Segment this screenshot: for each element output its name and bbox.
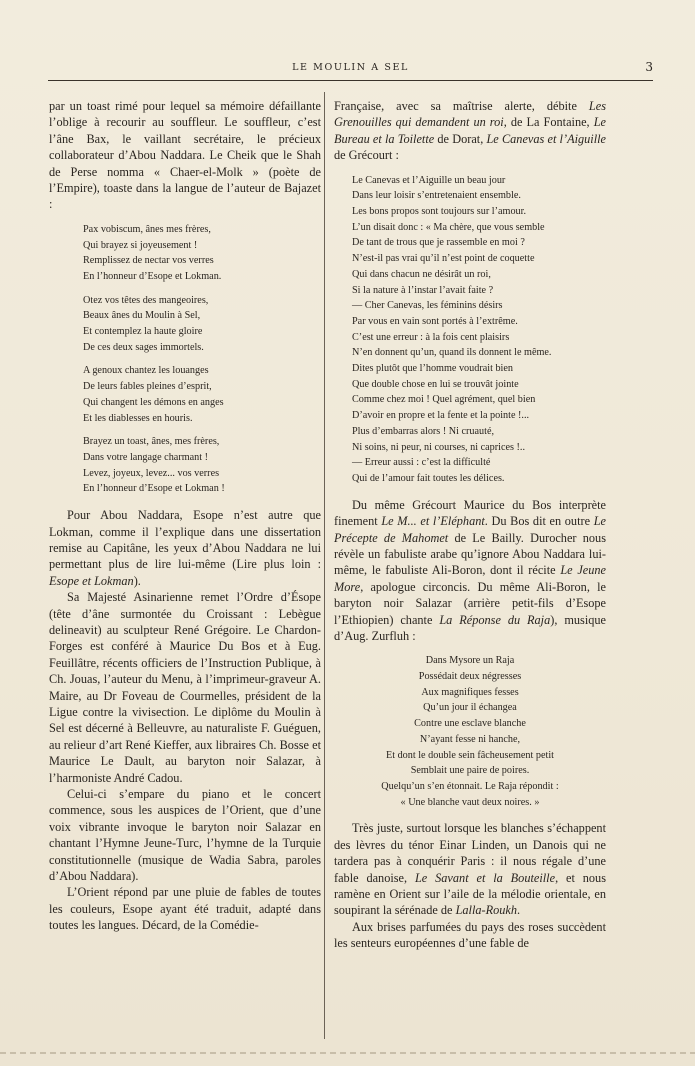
- poem-stanza: [83, 434, 321, 497]
- right-paragraph-1: Française, avec sa maîtrise alerte, débite Les Grenouilles qui demandent un roi, de La Fontaine, Le Bureau et la Toilette de Dorat, Le Canevas et l’Aiguille de Grécourt :: [334, 99, 607, 163]
- poem-line: En l’honneur d’Esope et Lokman !: [83, 483, 225, 495]
- poem-line: En l’honneur d’Esope et Lokman.: [83, 270, 222, 282]
- poem-line: Par vous en vain sont portés à l’extrême.: [352, 315, 518, 327]
- left-paragraph-5: L’Orient répond par une pluie de fables de toutes les couleurs, Esope ayant été traduit, adapté dans toutes les langues. Décard, de la Comédie-: [49, 885, 321, 933]
- poem-line: Beaux ânes du Moulin à Sel,: [83, 310, 201, 322]
- poem-line: Comme chez moi ! Quel agrément, quel bien: [352, 394, 536, 406]
- poem-line: N’est-il pas vrai qu’il n’est point de coquette: [352, 253, 535, 265]
- canevas-poem: [352, 173, 606, 487]
- poem-line: Dans votre langage charmant !: [83, 451, 209, 463]
- poem-line: Pax vobiscum, ânes mes frères,: [83, 223, 211, 235]
- poem-line: C’est une erreur : à la fois cent plaisirs: [352, 331, 510, 343]
- poem-line: Si la nature à l’instar l’avait faite ?: [352, 284, 494, 296]
- poem-line: Qui de l’amour fait toutes les délices.: [352, 472, 505, 484]
- left-paragraph-4: Celui-ci s’empare du piano et le concert commence, sous les auspices de l’Orient, que d’une voix vibrante invoque le baryton noir Salazar en chantant l’Hymne Jeune-Turc, l’hymne de la Turquie constitutionnelle (musique de Wadia Sabra, paroles d’Abou Naddara).: [49, 787, 321, 884]
- poem-line: Qui changent les démons en anges: [83, 396, 224, 408]
- right-paragraph-4: Aux brises parfumées du pays des roses succèdent les senteurs européennes d’une fable de: [334, 919, 606, 951]
- running-header: [48, 62, 653, 81]
- poem-line: « Une blanche vaut deux noires. »: [400, 796, 540, 808]
- poem-line: — Cher Canevas, les féminins désirs: [352, 300, 503, 312]
- poem-stanza: [83, 363, 321, 426]
- poem-line: Et contemplez la haute gloire: [83, 326, 203, 338]
- poem-line: Dites plutôt que l’homme voudrait bien: [352, 363, 513, 375]
- right-column: [334, 98, 606, 952]
- poem-line: Ni soins, ni peur, ni courses, ni caprices !..: [352, 441, 526, 453]
- left-paragraph-2: Pour Abou Naddara, Esope n’est autre que Lokman, comme il l’explique dans une dissertation remise au Capitâne, les yeux d’Abou Naddara ne lui permettant plus de lire lui-même (Lire plus loin : Esope et Lokman).: [49, 508, 321, 588]
- poem-line: Et les diablesses en houris.: [83, 412, 193, 424]
- poem-line: N’en donnent qu’un, quand ils donnent le même.: [352, 347, 552, 359]
- poem-line: N’ayant fesse ni hanche,: [419, 733, 521, 745]
- poem-line: Qui dans chacun ne désirât un roi,: [352, 268, 491, 280]
- poem-line: Qu’un jour il échangea: [423, 702, 517, 714]
- poem-line: Semblait une paire de poires.: [410, 765, 530, 777]
- title-esope-et-lokman: Esope et Lokman: [49, 573, 134, 588]
- poem-line: Quelqu’un s’en étonnait. Le Raja répondit :: [381, 780, 559, 792]
- poem-line: Que double chose en lui se trouvât jointe: [352, 378, 519, 390]
- poem-line: Contre une esclave blanche: [414, 718, 526, 730]
- page-number: 3: [645, 60, 653, 74]
- poem-line: Otez vos têtes des mangeoires,: [83, 294, 209, 306]
- poem-line: A genoux chantez les louanges: [83, 365, 209, 377]
- poem-line: De leurs fables pleines d’esprit,: [83, 381, 212, 393]
- poem-line: Plus d’embarras alors ! Ni cruauté,: [352, 425, 495, 437]
- poem-line: Possédait deux négresses: [418, 671, 522, 683]
- poem-line: Le Canevas et l’Aiguille un beau jour: [352, 174, 506, 186]
- left-paragraph-1: par un toast rimé pour lequel sa mémoire défaillante l’oblige à recourir au souffleur. Le souffleur, c’est l’âne Bax, le vaillant secrétaire, le précieux collaborateur d’Abou Naddara. Le Cheik que le Shah de Perse nomma « Chaer-el-Molk » (poète de l’Empire), toaste dans la langue de l’auteur de Bajazet :: [49, 99, 321, 212]
- poem-line: Qui brayez si joyeusement !: [83, 239, 198, 251]
- poem-line: — Erreur aussi : c’est la difficulté: [352, 457, 491, 469]
- poem-line: Les bons propos sont toujours sur l’amour.: [352, 206, 527, 218]
- poem-line: De ces deux sages immortels.: [83, 341, 204, 353]
- poem-line: Et dont le double sein fâcheusement petit: [385, 749, 555, 761]
- poem-line: Dans leur loisir s’entretenaient ensemble.: [352, 190, 521, 202]
- poem-line: Dans Mysore un Raja: [425, 655, 515, 667]
- poem-line: Levez, joyeux, levez... vos verres: [83, 467, 220, 479]
- column-divider: [324, 92, 325, 1039]
- left-column: [49, 98, 321, 934]
- poem-line: Remplissez de nectar vos verres: [83, 255, 214, 267]
- poem-line: Aux magnifiques fesses: [421, 686, 519, 698]
- poem-line: L’un disait donc : « Ma chère, que vous semble: [352, 221, 545, 233]
- right-paragraph-3: Très juste, surtout lorsque les blanches s’échappent des lèvres du ténor Einar Linden, un Danois qui ne tardera pas à conquérir Paris : il nous régale d’une fable danoise, Le Savant et la Bouteille, et nous ramène en Orient sur l’aile de la mélodie orientale, en soupirant la sérénade de Lalla-Roukh.: [334, 821, 606, 918]
- left-paragraph-3: Sa Majesté Asinarienne remet l’Ordre d’Ésope (tête d’âne surmontée du Croissant : Lebègue delineavit) au sculpteur René Grégoire. Le Chardon-Forges est conféré à Maurice Du Bos et à Eug. Feuillâtre, récents officiers de l’Instruction Publique, à Ch. Jouas, l’auteur du Menu, à l’imprimeur-graveur A. Maire, au Dr Foveau de Courmelles, président de la Ligue contre la vivisection. Le diplôme du Moulin à Sel est décerné à Belleuvre, au naturaliste F. Guéguen, au relieur d’art René Kieffer, aux libraires Ch. Bosse et Maurice Le Dault, au baryton noir Salazar, à l’harmoniste André Cadou.: [49, 590, 321, 785]
- raja-poem: [334, 653, 606, 810]
- poem-stanza: [83, 293, 321, 356]
- poem-line: D’avoir en propre et la fente et la pointe !...: [352, 410, 530, 422]
- poem-line: De tant de trous que je rassemble en moi ?: [352, 237, 525, 249]
- toast-poem: [83, 222, 321, 497]
- poem-stanza: [83, 222, 321, 285]
- right-paragraph-2: Du même Grécourt Maurice du Bos interprète finement Le M... et l’Eléphant. Du Bos dit en outre Le Précepte de Mahomet de Le Bailly. Durocher nous révèle un fabuliste arabe qu’ignore Abou Naddara lui-même, le fabuliste Ali-Boron, dont il récite Le Jeune More, apologue circoncis. Du même Ali-Boron, le baryton noir Salazar (arrière petit-fils d’Esope l’Ethiopien) chante La Réponse du Raja), musique d’Aug. Zurfluh :: [334, 497, 607, 643]
- poem-line: Brayez un toast, ânes, mes frères,: [83, 436, 220, 448]
- footer-rule: [0, 1052, 695, 1054]
- running-title: LE MOULIN A SEL: [292, 62, 409, 73]
